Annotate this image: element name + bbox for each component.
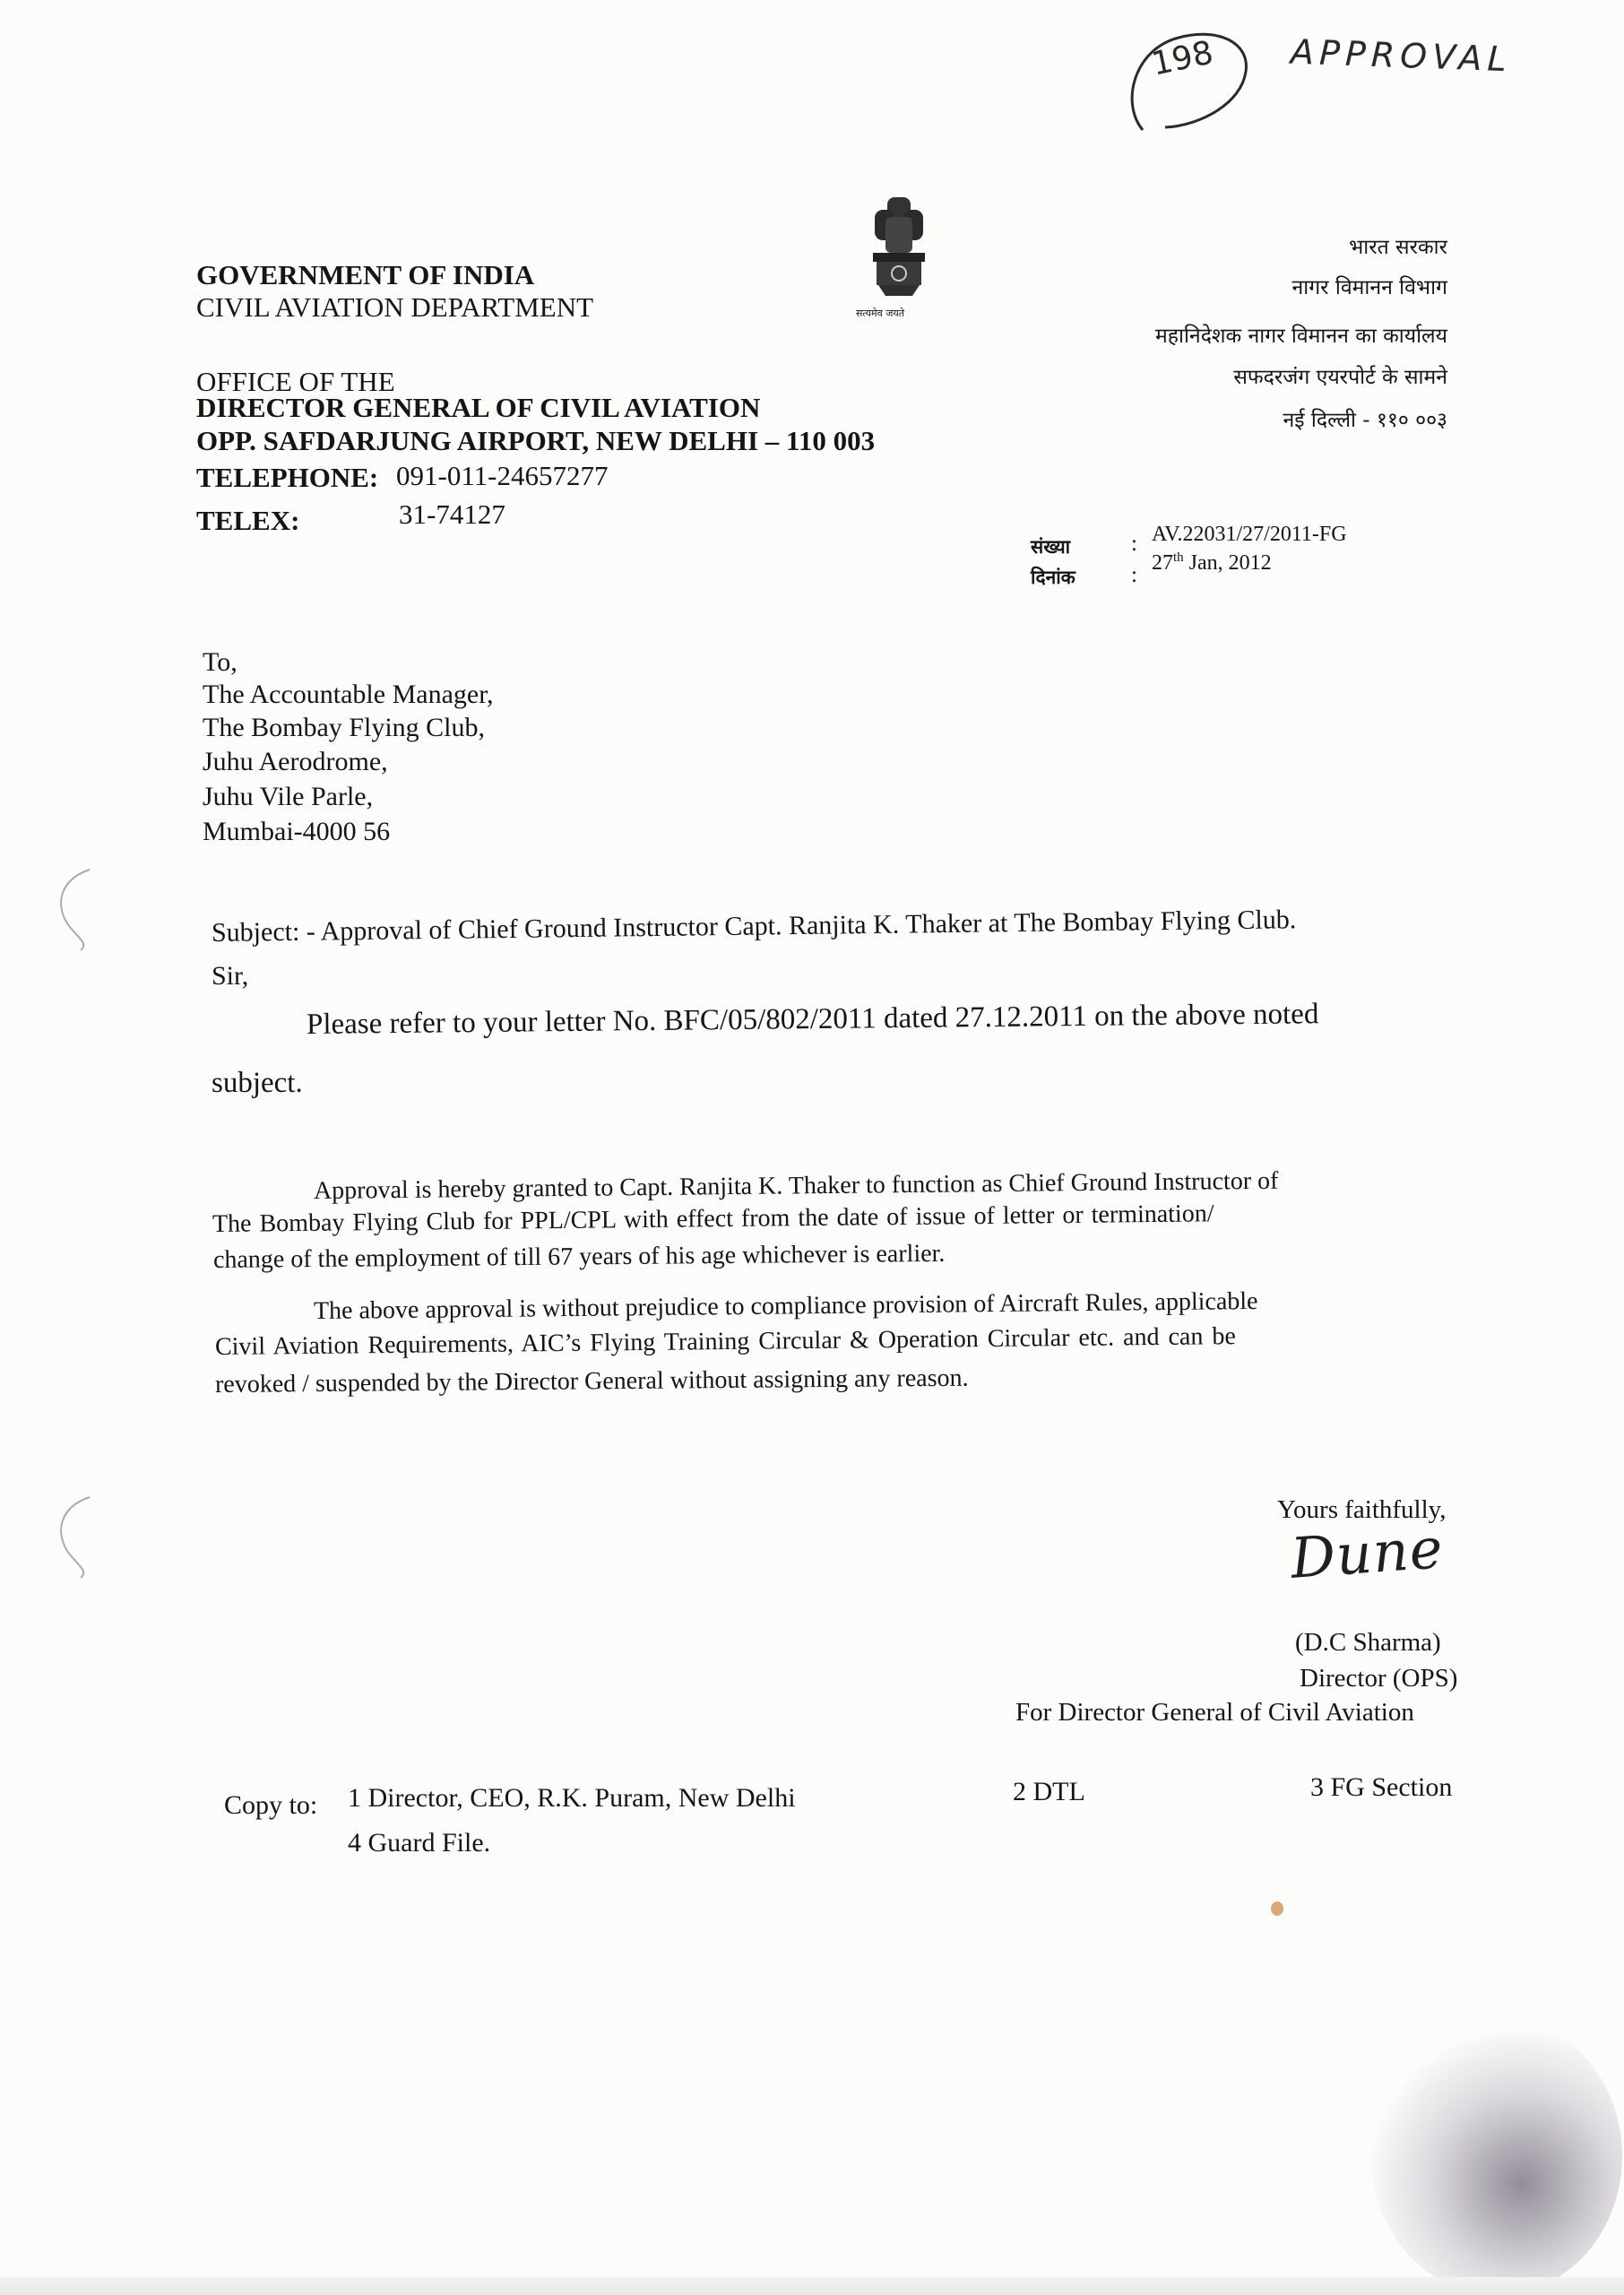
copy-to-label: Copy to: [224,1790,318,1820]
paragraph-1-line: subject. [212,1067,303,1099]
copy-to-item-2: 2 DTL [1013,1777,1085,1806]
reference-number-label: संख्या [1031,536,1071,558]
copy-to-item-1: 1 Director, CEO, R.K. Puram, New Delhi [348,1783,796,1813]
reference-date-value [1152,550,1272,576]
header-telex-label: TELEX: [196,505,300,536]
signatory-for: For Director General of Civil Aviation [1015,1698,1414,1727]
approval-handwritten-stamp: APPROVAL [1290,31,1513,80]
hindi-header-line2: नागर विमानन विभाग [1291,276,1447,299]
recipient-line: Mumbai-4000 56 [203,817,391,846]
recipient-line: The Accountable Manager, [203,680,494,709]
reference-date-colon: : [1131,563,1137,587]
paragraph-2-line: change of the employment of till 67 years of his age whichever is earlier. [212,1239,946,1274]
paragraph-1-line: Please refer to your letter No. BFC/05/802/2011 dated 27.12.2011 on the above noted [306,998,1319,1041]
handwritten-signature: Dune [1288,1515,1446,1591]
reference-date-day: 27 [1152,551,1173,575]
signatory-title: Director (OPS) [1300,1664,1458,1693]
recipient-to: To, [203,647,238,677]
recipient-line: The Bombay Flying Club, [203,713,485,742]
national-emblem-icon [850,190,948,325]
reference-number-colon: : [1131,532,1137,556]
header-telex-value: 31-74127 [399,498,505,530]
hindi-header-line3: महानिदेशक नागर विमानन का कार्यालय [1155,325,1447,348]
reference-date-label: दिनांक [1031,567,1075,588]
closing-yours-faithfully: Yours faithfully, [1277,1495,1447,1524]
reference-date-suffix: th [1173,550,1184,565]
paragraph-3-line: revoked / suspended by the Director General without assigning any reason. [214,1364,969,1399]
header-government: GOVERNMENT OF INDIA [196,259,535,290]
header-address: OPP. SAFDARJUNG AIRPORT, NEW DELHI – 110 003 [196,425,876,456]
header-director-general: DIRECTOR GENERAL OF CIVIL AVIATION [196,392,761,423]
salutation: Sir, [212,961,249,991]
reference-date-rest: Jan, 2012 [1183,551,1272,575]
hindi-header-line4: सफदरजंग एयरपोर्ट के सामने [1233,366,1447,389]
header-department: CIVIL AVIATION DEPARTMENT [196,291,594,323]
paragraph-3-line: The above approval is without prejudice to compliance provision of Aircraft Rules, applicable [313,1286,1258,1325]
header-telephone-label: TELEPHONE: [196,462,379,493]
handwritten-number: 198 [1148,34,1217,83]
paragraph-3-line: Civil Aviation Requirements, AIC’s Flying Training Circular & Operation Circular etc. and can be [214,1322,1236,1361]
recipient-line: Juhu Aerodrome, [203,747,388,776]
punch-hole-mark [27,861,108,968]
scan-smudge [1371,2017,1622,2295]
hindi-header-line5: नई दिल्ली - ११० ००३ [1283,409,1447,432]
subject-line: Subject: - Approval of Chief Ground Instructor Capt. Ranjita K. Thaker at The Bombay Flying Club. [211,905,1297,948]
header-office: OFFICE OF THE [196,366,395,397]
emblem-motto: सत्यमेव जयते [856,307,905,319]
signatory-name: (D.C Sharma) [1295,1628,1441,1657]
hindi-header-line1: भारत सरकार [1349,236,1447,259]
paragraph-2-line: Approval is hereby granted to Capt. Ranjita K. Thaker to function as Chief Ground Instructor of [313,1166,1279,1205]
recipient-line: Juhu Vile Parle, [203,782,374,811]
page-bottom-edge [0,2277,1624,2295]
copy-to-item-4: 4 Guard File. [348,1828,491,1858]
reference-number-value: AV.22031/27/2011-FG [1152,523,1347,546]
header-telephone-value: 091-011-24657277 [396,460,609,491]
punch-hole-mark [27,1488,108,1596]
copy-to-item-3: 3 FG Section [1310,1772,1453,1802]
stain-mark [1271,1901,1283,1916]
paragraph-2-line: The Bombay Flying Club for PPL/CPL with effect from the date of issue of letter or termination/ [212,1199,1214,1238]
